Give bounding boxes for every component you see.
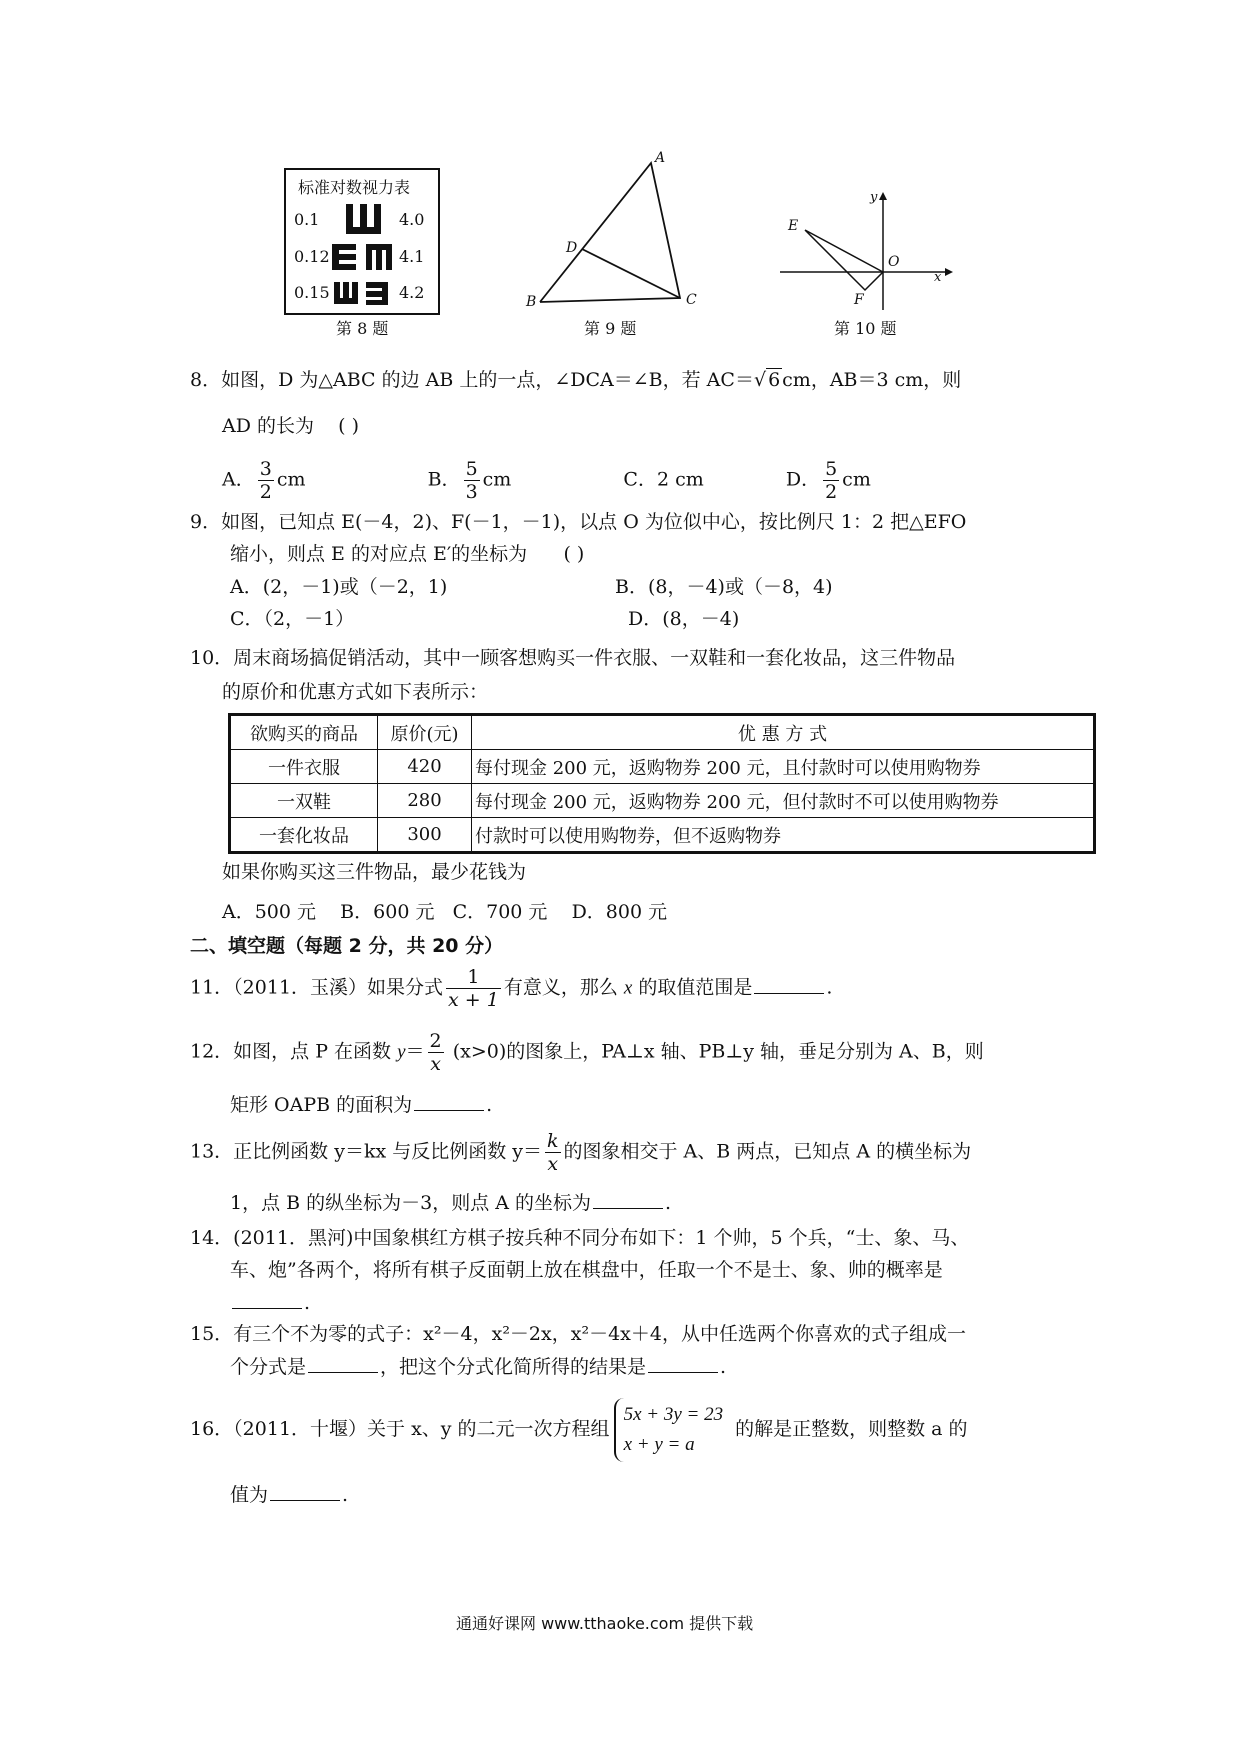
tumbling-e-icon bbox=[332, 200, 396, 310]
q8-options: A． $\frac{3}{2}$ cm B． $\frac{5}{3}$ cm C．2 cm D． $\frac{5}{2}$ cm bbox=[222, 458, 871, 503]
q15-line2: 个分式是 ，把这个分式化简所得的结果是 . bbox=[230, 1356, 727, 1378]
q9-option-d: D．(8，－4) bbox=[628, 608, 740, 630]
label-B: B bbox=[526, 294, 537, 310]
answer-blank[interactable] bbox=[593, 1190, 663, 1209]
label-D: D bbox=[566, 240, 578, 256]
promo-table bbox=[228, 713, 1096, 854]
q12-line1: 12．如图，点 P 在函数 y＝ $\frac{2}{x}$ (x>0)的图象上，PA⊥x 轴、PB⊥y 轴，垂足分别为 A、B，则 bbox=[190, 1030, 984, 1075]
coordinate-figure bbox=[775, 190, 955, 315]
table-header-row: 欲购买的商品 原价(元) 优 惠 方 式 bbox=[230, 715, 1095, 750]
triangle-figure bbox=[525, 150, 705, 310]
answer-blank[interactable] bbox=[648, 1354, 718, 1373]
answer-blank[interactable] bbox=[270, 1482, 340, 1501]
label-O: O bbox=[888, 254, 900, 270]
answer-blank[interactable] bbox=[232, 1290, 302, 1309]
label-y: y bbox=[870, 190, 878, 205]
q9-line1: 9．如图，已知点 E(－4，2)、F(－1，－1)，以点 O 为位似中心，按比例尺 1：2 把△EFO bbox=[190, 511, 967, 533]
q10-line3: 如果你购买这三件物品，最少花钱为 bbox=[222, 861, 527, 883]
label-F: F bbox=[854, 292, 864, 308]
caption-q8: 第 8 题 bbox=[336, 319, 389, 338]
q9-option-b: B．(8，－4)或（－8，4) bbox=[615, 576, 833, 598]
q15-line1: 15．有三个不为零的式子：x²－4，x²－2x，x²－4x＋4，从中任选两个你喜欢的式子组成一 bbox=[190, 1323, 966, 1345]
q9-option-a: A．(2，－1)或（－2，1) bbox=[230, 576, 448, 598]
section-heading: 二、填空题（每题 2 分，共 20 分） bbox=[190, 935, 504, 957]
q14-line1: 14．(2011．黑河)中国象棋红方棋子按兵种不同分布如下：1 个帅，5 个兵，“士、象、马、 bbox=[190, 1227, 970, 1249]
chart-row-2-right: 4.1 bbox=[399, 247, 425, 266]
chart-row-3-right: 4.2 bbox=[399, 283, 425, 302]
q16-line2: 值为 . bbox=[230, 1484, 349, 1506]
answer-blank[interactable] bbox=[754, 975, 824, 994]
q8-line1: 8．如图，D 为△ABC 的边 AB 上的一点，∠DCA＝∠B，若 AC＝√ 6 cm，AB＝3 cm，则 bbox=[190, 369, 962, 391]
chart-row-1-right: 4.0 bbox=[399, 210, 425, 229]
q9-option-c: C．（2，－1） bbox=[230, 608, 355, 630]
q8-line2: AD 的长为 ( ) bbox=[222, 415, 360, 437]
q12-line2: 矩形 OAPB 的面积为 . bbox=[230, 1094, 493, 1116]
q10-line2: 的原价和优惠方式如下表所示： bbox=[222, 681, 489, 703]
table-row: 一件衣服 420 每付现金 200 元，返购物券 200 元，且付款时可以使用购物券 bbox=[230, 750, 1095, 784]
page-footer: 通通好课网 www.tthaoke.com 提供下载 bbox=[456, 1614, 754, 1633]
table-row: 一双鞋 280 每付现金 200 元，返购物券 200 元，但付款时不可以使用购物券 bbox=[230, 784, 1095, 818]
q11: 11．（2011．玉溪）如果分式 $\frac{1}{x + 1}$ 有意义，那么 x 的取值范围是 . bbox=[190, 966, 833, 1011]
q13-line1: 13．正比例函数 y＝kx 与反比例函数 y＝ $\frac{k}{x}$ 的图象相交于 A、B 两点，已知点 A 的横坐标为 bbox=[190, 1130, 972, 1175]
label-E: E bbox=[788, 218, 799, 234]
q13-line2: 1，点 B 的纵坐标为－3，则点 A 的坐标为 . bbox=[230, 1192, 672, 1214]
q10-line1: 10．周末商场搞促销活动，其中一顾客想购买一件衣服、一双鞋和一套化妆品，这三件物品 bbox=[190, 647, 956, 669]
label-x: x bbox=[934, 270, 942, 285]
eye-chart-figure bbox=[284, 168, 440, 315]
chart-row-1-left: 0.1 bbox=[294, 210, 320, 229]
caption-q10: 第 10 题 bbox=[834, 319, 897, 338]
chart-row-3-left: 0.15 bbox=[294, 283, 330, 302]
q14-line2: 车、炮”各两个，将所有棋子反面朝上放在棋盘中，任取一个不是士、象、帅的概率是 bbox=[230, 1259, 943, 1281]
label-A: A bbox=[655, 150, 666, 166]
equation-system: 5x + 3y = 23 x + y = a bbox=[614, 1398, 732, 1462]
q14-line3: . bbox=[230, 1290, 310, 1315]
eye-chart-title: 标准对数视力表 bbox=[298, 178, 411, 197]
label-C: C bbox=[686, 292, 697, 308]
answer-blank[interactable] bbox=[414, 1092, 484, 1111]
caption-q9: 第 9 题 bbox=[584, 319, 637, 338]
q9-line2: 缩小，则点 E 的对应点 E′的坐标为 ( ) bbox=[230, 543, 585, 565]
chart-row-2-left: 0.12 bbox=[294, 247, 330, 266]
q16-line1: 16．（2011．十堰）关于 x、y 的二元一次方程组 5x + 3y = 23 x + y = a 的解是正整数，则整数 a 的 bbox=[190, 1398, 968, 1462]
table-row: 一套化妆品 300 付款时可以使用购物券，但不返购物券 bbox=[230, 818, 1095, 853]
q10-options: A．500 元 B．600 元 C．700 元 D．800 元 bbox=[222, 901, 668, 923]
answer-blank[interactable] bbox=[308, 1354, 378, 1373]
sqrt-value: 6 bbox=[768, 369, 781, 391]
